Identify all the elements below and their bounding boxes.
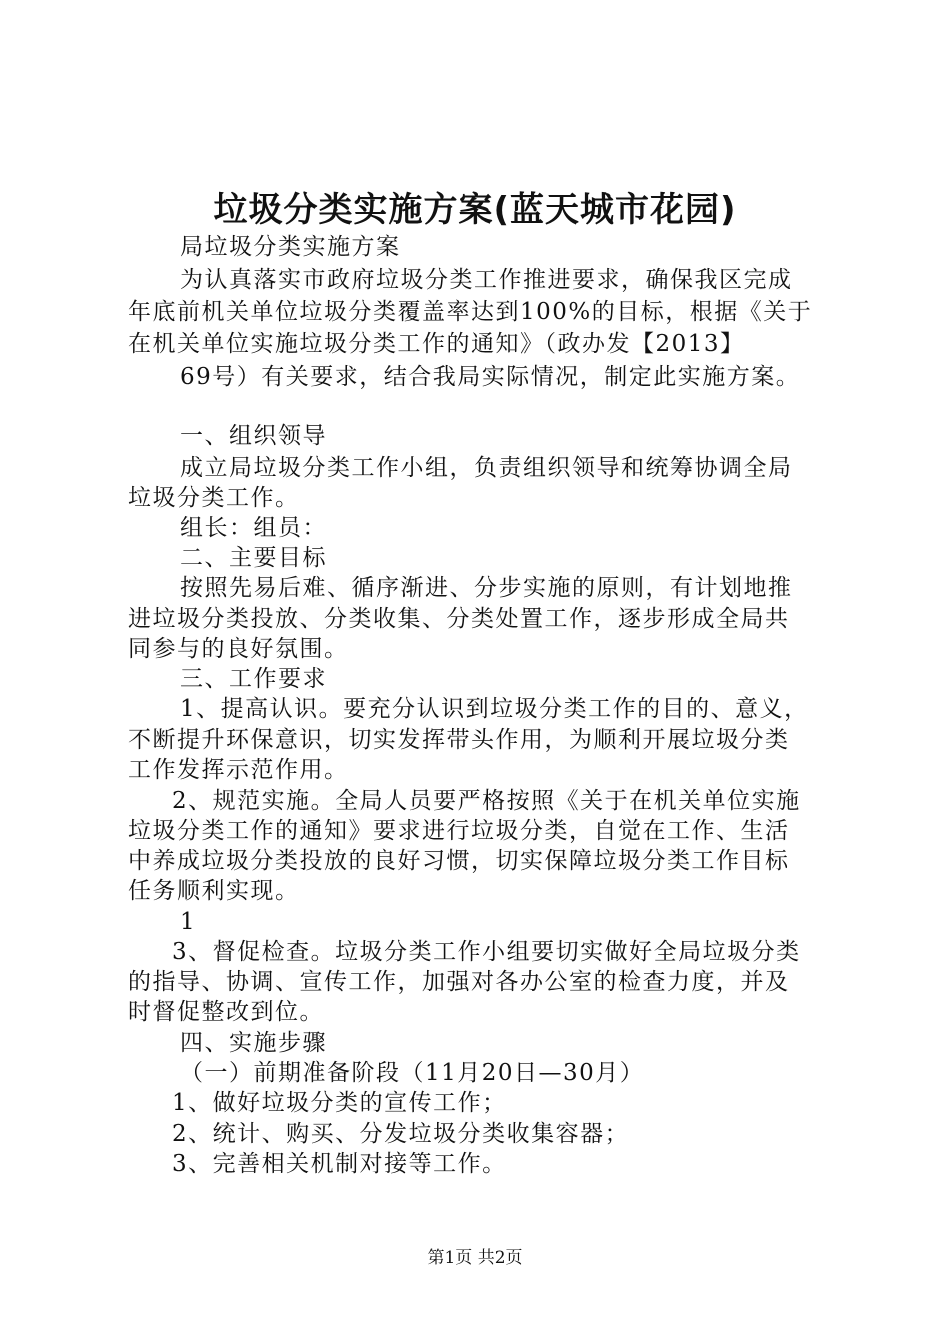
paragraph-line: 3、督促检查。垃圾分类工作小组要切实做好全局垃圾分类: [172, 939, 801, 965]
page-footer: 第1页 共2页: [427, 1248, 523, 1268]
paragraph-line: 为认真落实市政府垃圾分类工作推进要求，确保我区完成: [180, 267, 793, 293]
list-item: 3、完善相关机制对接等工作。: [172, 1151, 507, 1177]
document-title: 垃圾分类实施方案(蓝天城市花园): [213, 190, 737, 230]
paragraph-line: 2、规范实施。全局人员要严格按照《关于在机关单位实施: [172, 788, 801, 814]
paragraph-line: 同参与的良好氛围。: [128, 636, 349, 662]
paragraph-line: 任务顺利实现。: [128, 878, 300, 904]
paragraph-line: 局垃圾分类实施方案: [180, 234, 401, 260]
paragraph-line: 不断提升环保意识，切实发挥带头作用，为顺利开展垃圾分类: [128, 727, 790, 753]
paragraph-line: 进垃圾分类投放、分类收集、分类处置工作，逐步形成全局共: [128, 606, 790, 632]
paragraph-line: 工作发挥示范作用。: [128, 757, 349, 783]
section-heading: 二、主要目标: [180, 545, 327, 571]
paragraph-line: 1、提高认识。要充分认识到垃圾分类工作的目的、意义，: [180, 696, 809, 722]
section-heading: 三、工作要求: [180, 666, 327, 692]
paragraph-line: 的指导、协调、宣传工作，加强对各办公室的检查力度，并及: [128, 969, 790, 995]
section-heading: 四、实施步骤: [180, 1030, 327, 1056]
list-item: 2、统计、购买、分发垃圾分类收集容器；: [172, 1121, 630, 1147]
paragraph-line: 在机关单位实施垃圾分类工作的通知》（政办发【2013】: [128, 331, 745, 357]
list-item: 1、做好垃圾分类的宣传工作；: [172, 1090, 507, 1116]
paragraph-line: 年底前机关单位垃圾分类覆盖率达到100%的目标，根据《关于: [128, 299, 813, 325]
paragraph-line: 垃圾分类工作。: [128, 485, 300, 511]
paragraph-line: 组长：组员：: [180, 515, 327, 541]
paragraph-line: 69号）有关要求，结合我局实际情况，制定此实施方案。: [180, 364, 801, 390]
paragraph-line: 中养成垃圾分类投放的良好习惯，切实保障垃圾分类工作目标: [128, 848, 790, 874]
paragraph-line: 成立局垃圾分类工作小组，负责组织领导和统筹协调全局: [180, 455, 793, 481]
section-heading: 一、组织领导: [180, 423, 327, 449]
subsection-heading: （一）前期准备阶段（11月20日—30月）: [180, 1060, 645, 1086]
paragraph-line: 垃圾分类工作的通知》要求进行垃圾分类，自觉在工作、生活: [128, 818, 790, 844]
paragraph-line: 按照先易后难、循序渐进、分步实施的原则，有计划地推: [180, 575, 793, 601]
paragraph-line: 时督促整改到位。: [128, 999, 324, 1025]
page-number-inline: 1: [180, 909, 197, 935]
